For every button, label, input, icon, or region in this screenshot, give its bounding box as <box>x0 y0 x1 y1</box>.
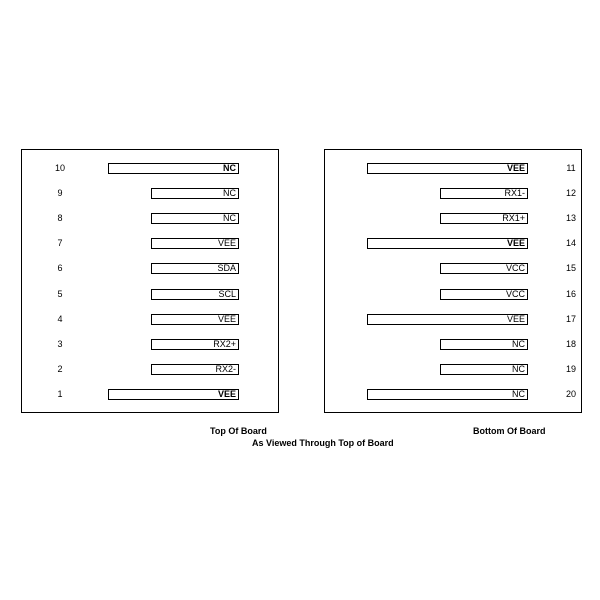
pin-number: 20 <box>565 389 576 400</box>
pin-label-box: RX1- <box>440 188 528 199</box>
pin-number: 17 <box>565 313 576 324</box>
pin-number: 10 <box>54 162 65 173</box>
pin-label-box: NC <box>151 188 239 199</box>
pin-number: 5 <box>57 288 63 299</box>
pin-label-box: VCC <box>440 289 528 300</box>
pin-label-box: NC <box>367 389 528 400</box>
pin-label-box: SDA <box>151 263 239 274</box>
pin-label-box: NC <box>151 213 239 224</box>
pin-number: 7 <box>57 238 63 249</box>
pin-number: 3 <box>57 338 63 349</box>
pin-label-box: VEE <box>367 163 528 174</box>
pin-number: 2 <box>57 364 63 375</box>
pin-label-box: RX2- <box>151 364 239 375</box>
view-caption: As Viewed Through Top of Board <box>252 438 394 448</box>
pin-number: 9 <box>57 187 63 198</box>
pin-number: 18 <box>565 338 576 349</box>
pin-number: 19 <box>565 364 576 375</box>
pin-number: 12 <box>565 187 576 198</box>
pin-label-box: NC <box>440 339 528 350</box>
bottom-board-caption: Bottom Of Board <box>473 426 546 436</box>
pin-number: 15 <box>565 263 576 274</box>
pin-label-box: RX1+ <box>440 213 528 224</box>
pin-number: 14 <box>565 238 576 249</box>
pin-label-box: VEE <box>367 238 528 249</box>
pin-number: 1 <box>57 389 63 400</box>
top-board-caption: Top Of Board <box>210 426 267 436</box>
pin-label-box: VCC <box>440 263 528 274</box>
pin-number: 8 <box>57 212 63 223</box>
pin-number: 16 <box>565 288 576 299</box>
pin-label-box: VEE <box>108 389 239 400</box>
pin-number: 11 <box>566 162 576 173</box>
pin-label-box: NC <box>440 364 528 375</box>
pin-number: 4 <box>57 313 63 324</box>
pin-label-box: RX2+ <box>151 339 239 350</box>
pin-label-box: VEE <box>151 238 239 249</box>
pin-number: 6 <box>57 263 63 274</box>
pin-number: 13 <box>565 212 576 223</box>
pin-label-box: NC <box>108 163 239 174</box>
pin-label-box: VEE <box>367 314 528 325</box>
pin-label-box: VEE <box>151 314 239 325</box>
pin-label-box: SCL <box>151 289 239 300</box>
